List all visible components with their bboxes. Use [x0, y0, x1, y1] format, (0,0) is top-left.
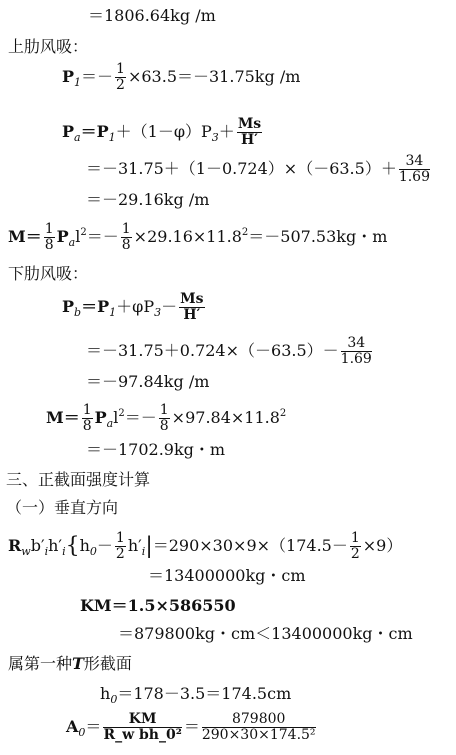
var-h: h′	[127, 536, 142, 555]
denominator: 2	[116, 77, 125, 93]
sub-a: a	[68, 236, 76, 249]
sup-2: 2	[118, 408, 125, 419]
denominator: H′	[241, 132, 258, 148]
numerator: 34	[399, 154, 430, 170]
var-p: P	[56, 227, 69, 246]
fraction-eighth	[82, 403, 93, 434]
term: ＋φP	[116, 297, 155, 316]
denominator: 2	[350, 546, 360, 562]
heading-text: （一）垂直方向	[6, 498, 119, 517]
eq: ＝	[85, 717, 102, 736]
plus: ＋	[218, 122, 235, 141]
expr: ＝178－3.5＝174.5cm	[117, 684, 292, 703]
heading-text: 三、正截面强度计算	[6, 470, 151, 489]
var-l: l	[75, 227, 81, 246]
fraction-eighth-2	[159, 403, 170, 434]
var-t: T	[72, 654, 84, 673]
numerator: 1	[44, 221, 54, 237]
denominator: 8	[82, 418, 92, 434]
denominator: R_w bh_0²	[103, 727, 182, 743]
minus: －	[96, 536, 113, 555]
sub-1: 1	[109, 306, 117, 319]
equation-pa-result	[86, 190, 209, 210]
text: 形截面	[83, 654, 132, 673]
denominator: 1.69	[398, 169, 430, 185]
sub-0: 0	[110, 693, 118, 706]
numerator: 879800	[202, 712, 316, 728]
sup-2: 2	[80, 227, 87, 238]
equation-pb	[62, 292, 207, 323]
fraction-half	[115, 62, 126, 93]
term: ＋（1－φ）P	[115, 122, 212, 141]
var-p: P	[62, 297, 75, 316]
fraction-34-169	[341, 336, 372, 367]
numerator: Ms	[237, 116, 262, 132]
equation-p1	[62, 62, 300, 93]
heading-lower-rib-suction	[8, 264, 88, 284]
numerator: KM	[103, 712, 181, 728]
denominator: H′	[183, 307, 201, 323]
left-brace: {	[65, 533, 80, 559]
expr: ＝－29.16kg /m	[86, 190, 210, 209]
eq-p: ＝P	[80, 122, 109, 141]
equation-m-upper	[8, 222, 387, 253]
equation-m-lower	[46, 403, 286, 434]
fraction-numeric	[202, 712, 316, 743]
sub-3: 3	[211, 131, 219, 144]
var-r: R	[8, 536, 22, 555]
sub-0: 0	[89, 545, 97, 558]
denominator: 1.69	[340, 351, 372, 367]
fraction-half-2	[350, 531, 361, 562]
equation-flange-capacity	[8, 531, 402, 562]
statement-t-section	[8, 654, 132, 674]
expr: ＝－31.75＋（1－0.724）×（－63.5）＋	[86, 159, 397, 178]
sub-1: 1	[108, 131, 116, 144]
sub-b: b	[74, 306, 82, 319]
numerator: Ms	[180, 291, 204, 307]
sub-1: 1	[74, 76, 82, 89]
fraction-eighth-2	[121, 222, 132, 253]
equation-flange-result	[148, 566, 306, 586]
equation-km	[80, 596, 236, 616]
fraction-half	[115, 531, 126, 562]
fraction-ms-h	[179, 292, 204, 323]
heading-text: 下肋风吸：	[8, 264, 89, 283]
eq-minus: ＝－	[86, 227, 119, 246]
heading-section-3	[6, 470, 150, 490]
heading-vertical-direction	[6, 498, 118, 518]
var-p: P	[94, 408, 107, 427]
equation-pa	[62, 117, 264, 148]
text: ＝1806.64kg /m	[88, 6, 216, 25]
var-h: h	[100, 684, 111, 703]
numerator: 1	[350, 530, 360, 546]
sub-i: i	[44, 545, 49, 558]
numerator: 1	[115, 530, 125, 546]
sub-a: a	[106, 417, 114, 430]
expr: ＝－1702.9kg・m	[86, 440, 226, 459]
var-b: b′	[30, 536, 45, 555]
sub-i: i	[62, 545, 66, 558]
expr: KM＝1.5×586550	[80, 596, 236, 615]
numerator: 1	[116, 61, 125, 77]
equation-m-lower-result	[86, 440, 225, 460]
expr: ＝879800kg・cm＜13400000kg・cm	[118, 624, 413, 643]
equation-a0	[66, 712, 318, 743]
result: ＝－507.53kg・m	[248, 227, 388, 246]
expr-tail: ×9）	[362, 536, 403, 555]
equation-pb-result	[86, 372, 209, 392]
eq-p: ＝P	[81, 297, 110, 316]
equation-h0	[100, 684, 291, 710]
numerator: 1	[159, 402, 169, 418]
minus: －	[161, 297, 178, 316]
expr: ×29.16×11.8	[133, 227, 242, 246]
equation-pa-substituted	[86, 154, 432, 185]
expr: ＝290×30×9×（174.5－	[152, 536, 348, 555]
result-line-1	[88, 6, 216, 26]
sup-2: 2	[279, 408, 287, 419]
expr: ＝13400000kg・cm	[148, 566, 306, 585]
eq-minus: ＝－	[81, 67, 114, 86]
numerator: 34	[341, 336, 372, 352]
equation-km-result	[118, 624, 413, 644]
expr: ×97.84×11.8	[171, 408, 280, 427]
sub-i: i	[141, 545, 146, 558]
var-p: P	[62, 122, 75, 141]
var-a: A	[66, 717, 79, 736]
numerator: 1	[121, 221, 131, 237]
fraction-eighth	[44, 222, 55, 253]
equation-pb-substituted	[86, 336, 374, 367]
var-h0: h	[79, 536, 90, 555]
var-m: M＝	[8, 227, 42, 246]
sub-0: 0	[78, 726, 86, 739]
denominator: 8	[44, 237, 54, 253]
fraction-km-over	[103, 712, 181, 743]
rhs: ×63.5＝－31.75kg /m	[127, 67, 301, 86]
sub-a: a	[74, 131, 81, 144]
sub-3: 3	[154, 306, 162, 319]
heading-text: 上肋风吸：	[8, 37, 89, 56]
var-m: M＝	[46, 408, 80, 427]
text: 属第一种	[8, 654, 73, 673]
denominator: 8	[121, 237, 131, 253]
expr: ＝－97.84kg /m	[86, 372, 210, 391]
heading-upper-rib-suction	[8, 37, 88, 57]
var-h: h′	[48, 536, 63, 555]
sub-w: w	[21, 545, 31, 558]
eq: ＝	[183, 717, 200, 736]
denominator: 8	[159, 418, 169, 434]
right-brace: |	[145, 533, 153, 559]
var-l: l	[113, 408, 119, 427]
denominator: 290×30×174.5²	[201, 727, 316, 743]
fraction-ms-h	[237, 117, 262, 148]
fraction-34-169	[399, 154, 430, 185]
expr: ＝－31.75＋0.724×（－63.5）－	[86, 341, 339, 360]
var-p: P	[62, 67, 75, 86]
sup-2: 2	[241, 227, 249, 238]
numerator: 1	[82, 402, 92, 418]
denominator: 2	[115, 546, 125, 562]
eq-minus: ＝－	[124, 408, 157, 427]
